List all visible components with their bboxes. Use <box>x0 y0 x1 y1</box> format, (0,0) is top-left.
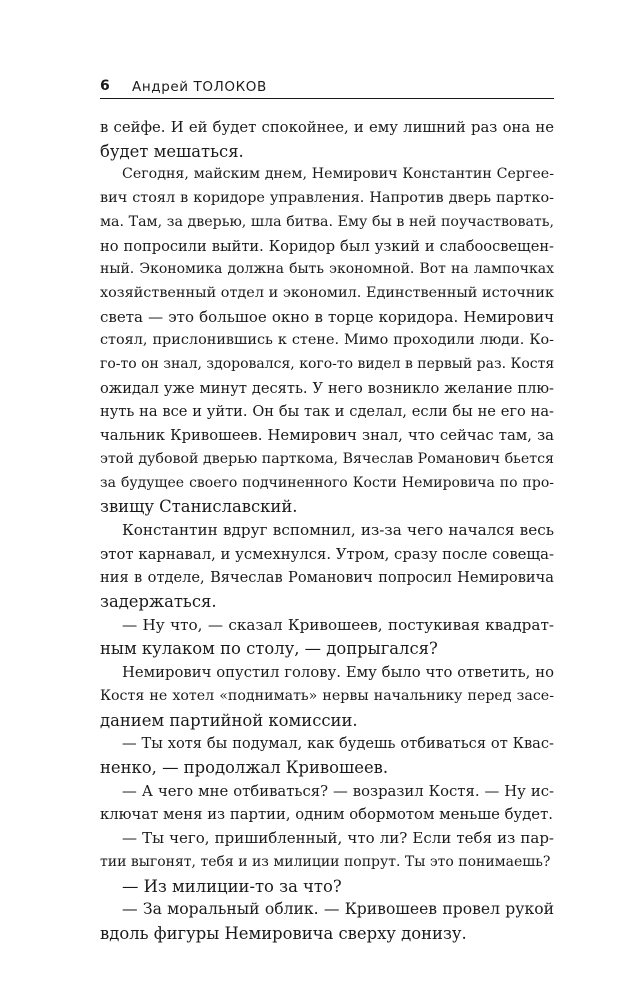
page-number: 6 <box>100 78 111 94</box>
text-line: ма. Там, за дверью, шла битва. Ему бы в ней поучаствовать, <box>100 213 554 230</box>
text-line: этой дубовой дверью парткома, Вячеслав Романович бьется <box>100 450 554 467</box>
text-line: — Из милиции-то за что? <box>122 876 342 896</box>
text-line: стоял, прислонившись к стене. Мимо проходили люди. Ко- <box>100 332 554 349</box>
text-line: чальник Кривошеев. Немирович знал, что сейчас там, за <box>100 427 554 445</box>
text-line: Костя не хотел «поднимать» нервы начальнику перед засе- <box>100 687 554 704</box>
text-line: — Ты чего, пришибленный, что ли? Если тебя из пар- <box>122 829 554 848</box>
text-line: за будущее своего подчиненного Кости Немировича по про- <box>100 474 554 491</box>
text-line: — А чего мне отбиваться? — возразил Костя. — Ну ис- <box>122 782 554 800</box>
text-line: — Ты хотя бы подумал, как будешь отбиваться от Квас- <box>122 735 554 753</box>
running-head-author: Андрей ТОЛОКОВ <box>132 79 267 95</box>
text-line: нуть на все и уйти. Он бы так и сделал, если бы не его на- <box>100 403 554 421</box>
text-line: ожидал уже минут десять. У него возникло желание плю- <box>100 379 554 397</box>
text-line: в сейфе. И ей будет спокойнее, и ему лишний раз она не <box>100 119 554 136</box>
text-line: ненко, — продолжал Кривошеев. <box>100 757 389 777</box>
text-line: го-то он знал, здоровался, кого-то видел в первый раз. Костя <box>100 356 555 373</box>
text-line: ключат меня из партии, одним обормотом меньше будет. <box>100 806 553 824</box>
text-line: данием партийной комиссии. <box>100 710 358 730</box>
text-line: будет мешаться. <box>100 141 244 161</box>
text-line: — Ну что, — сказал Кривошеев, постукивая квадрат- <box>122 615 554 634</box>
running-header <box>100 76 554 99</box>
text-line: света — это большое окно в торце коридора. Немирович <box>100 307 554 326</box>
text-line: вдоль фигуры Немировича сверху донизу. <box>100 923 467 943</box>
text-line: тии выгонят, тебя и из милиции попрут. Ты это понимаешь? <box>100 853 551 870</box>
text-line: ный. Экономика должна быть экономной. Вот на лампочках <box>100 261 554 278</box>
text-line: этот карнавал, и усмехнулся. Утром, сразу после совеща- <box>100 545 554 563</box>
text-line: хозяйственный отдел и экономил. Единственный источник <box>100 284 554 301</box>
text-line: вич стоял в коридоре управления. Напротив дверь парткo- <box>100 190 554 207</box>
text-line: Константин вдруг вспомнил, из-за чего начался весь <box>122 520 554 539</box>
text-line: Немирович опустил голову. Ему было что ответить, но <box>122 664 554 682</box>
text-line: ным кулаком по столу, — допрыгался? <box>100 639 438 659</box>
text-line: ния в отделе, Вячеслав Романович попросил Немировича <box>100 569 554 587</box>
text-line: но попросили выйти. Коридор был узкий и слабоосвещен- <box>100 237 554 255</box>
text-line: звищу Станиславский. <box>100 497 298 517</box>
text-line: Сегодня, майским днем, Немирович Константин Сергее- <box>122 166 554 183</box>
body-text <box>100 116 554 946</box>
text-line: задержаться. <box>100 592 217 612</box>
text-line: — За моральный облик. — Кривошеев провел рукой <box>122 900 554 919</box>
